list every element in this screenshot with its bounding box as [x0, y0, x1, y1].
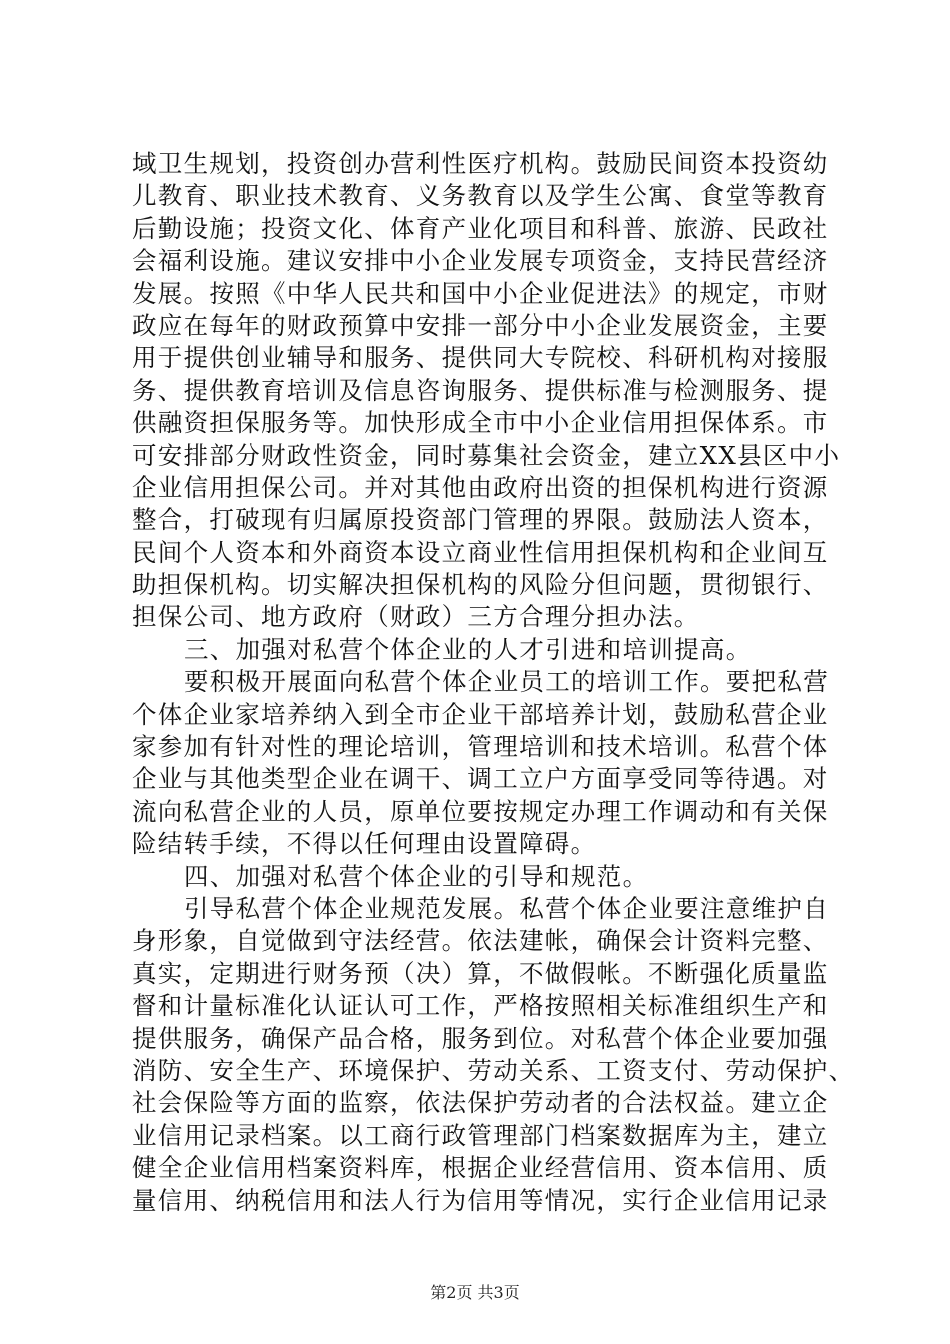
body-line: 督和计量标准化认证认可工作，严格按照相关标准组织生产和 — [132, 991, 829, 1021]
body-line: 社会保险等方面的监察，依法保护劳动者的合法权益。建立企 — [132, 1088, 829, 1118]
document-body — [132, 148, 855, 1217]
body-line: 整合，打破现有归属原投资部门管理的界限。鼓励法人资本， — [132, 505, 829, 535]
body-line: 企业信用担保公司。并对其他由政府出资的担保机构进行资源 — [132, 472, 829, 502]
body-line: 会福利设施。建议安排中小企业发展专项资金，支持民营经济 — [132, 246, 829, 276]
body-line: 引导私营个体企业规范发展。私营个体企业要注意维护自 — [184, 893, 829, 923]
body-line: 健全企业信用档案资料库，根据企业经营信用、资本信用、质 — [132, 1153, 829, 1183]
body-line: 儿教育、职业技术教育、义务教育以及学生公寓、食堂等教育 — [132, 181, 829, 211]
body-line: 要积极开展面向私营个体企业员工的培训工作。要把私营 — [184, 667, 829, 697]
body-line: 担保公司、地方政府（财政）三方合理分担办法。 — [132, 602, 700, 632]
section-heading: 三、加强对私营个体企业的人才引进和培训提高。 — [184, 634, 752, 664]
body-line: 险结转手续，不得以任何理由设置障碍。 — [132, 829, 597, 859]
body-line: 真实，定期进行财务预（决）算，不做假帐。不断强化质量监 — [132, 958, 829, 988]
body-line: 发展。按照《中华人民共和国中小企业促进法》的规定，市财 — [132, 278, 829, 308]
page-number: 第2页 共3页 — [430, 1283, 520, 1302]
body-line: 民间个人资本和外商资本设立商业性信用担保机构和企业间互 — [132, 537, 829, 567]
body-line: 助担保机构。切实解决担保机构的风险分但问题，贯彻银行、 — [132, 570, 829, 600]
body-line: 供融资担保服务等。加快形成全市中小企业信用担保体系。市 — [132, 408, 829, 438]
body-line: 后勤设施；投资文化、体育产业化项目和科普、旅游、民政社 — [132, 213, 829, 243]
body-line: 家参加有针对性的理论培训，管理培训和技术培训。私营个体 — [132, 732, 829, 762]
body-line: 流向私营企业的人员，原单位要按规定办理工作调动和有关保 — [132, 796, 829, 826]
body-line: 身形象，自觉做到守法经营。依法建帐，确保会计资料完整、 — [132, 926, 829, 956]
section-heading: 四、加强对私营个体企业的引导和规范。 — [184, 861, 649, 891]
body-line: 提供服务，确保产品合格，服务到位。对私营个体企业要加强 — [132, 1023, 829, 1053]
body-line: 个体企业家培养纳入到全市企业干部培养计划，鼓励私营企业 — [132, 699, 829, 729]
body-line: 消防、安全生产、环境保护、劳动关系、工资支付、劳动保护、 — [132, 1055, 855, 1085]
body-line: 政应在每年的财政预算中安排一部分中小企业发展资金，主要 — [132, 310, 829, 340]
body-line: 域卫生规划，投资创办营利性医疗机构。鼓励民间资本投资幼 — [132, 149, 829, 178]
body-line: 业信用记录档案。以工商行政管理部门档案数据库为主，建立 — [132, 1120, 829, 1150]
body-line: 务、提供教育培训及信息咨询服务、提供标准与检测服务、提 — [132, 375, 829, 405]
body-line: 可安排部分财政性资金，同时募集社会资金，建立XX县区中小 — [132, 440, 841, 470]
body-line: 企业与其他类型企业在调干、调工立户方面享受同等待遇。对 — [132, 764, 829, 794]
body-line: 用于提供创业辅导和服务、提供同大专院校、科研机构对接服 — [132, 343, 829, 373]
body-line: 量信用、纳税信用和法人行为信用等情况，实行企业信用记录 — [132, 1185, 829, 1215]
